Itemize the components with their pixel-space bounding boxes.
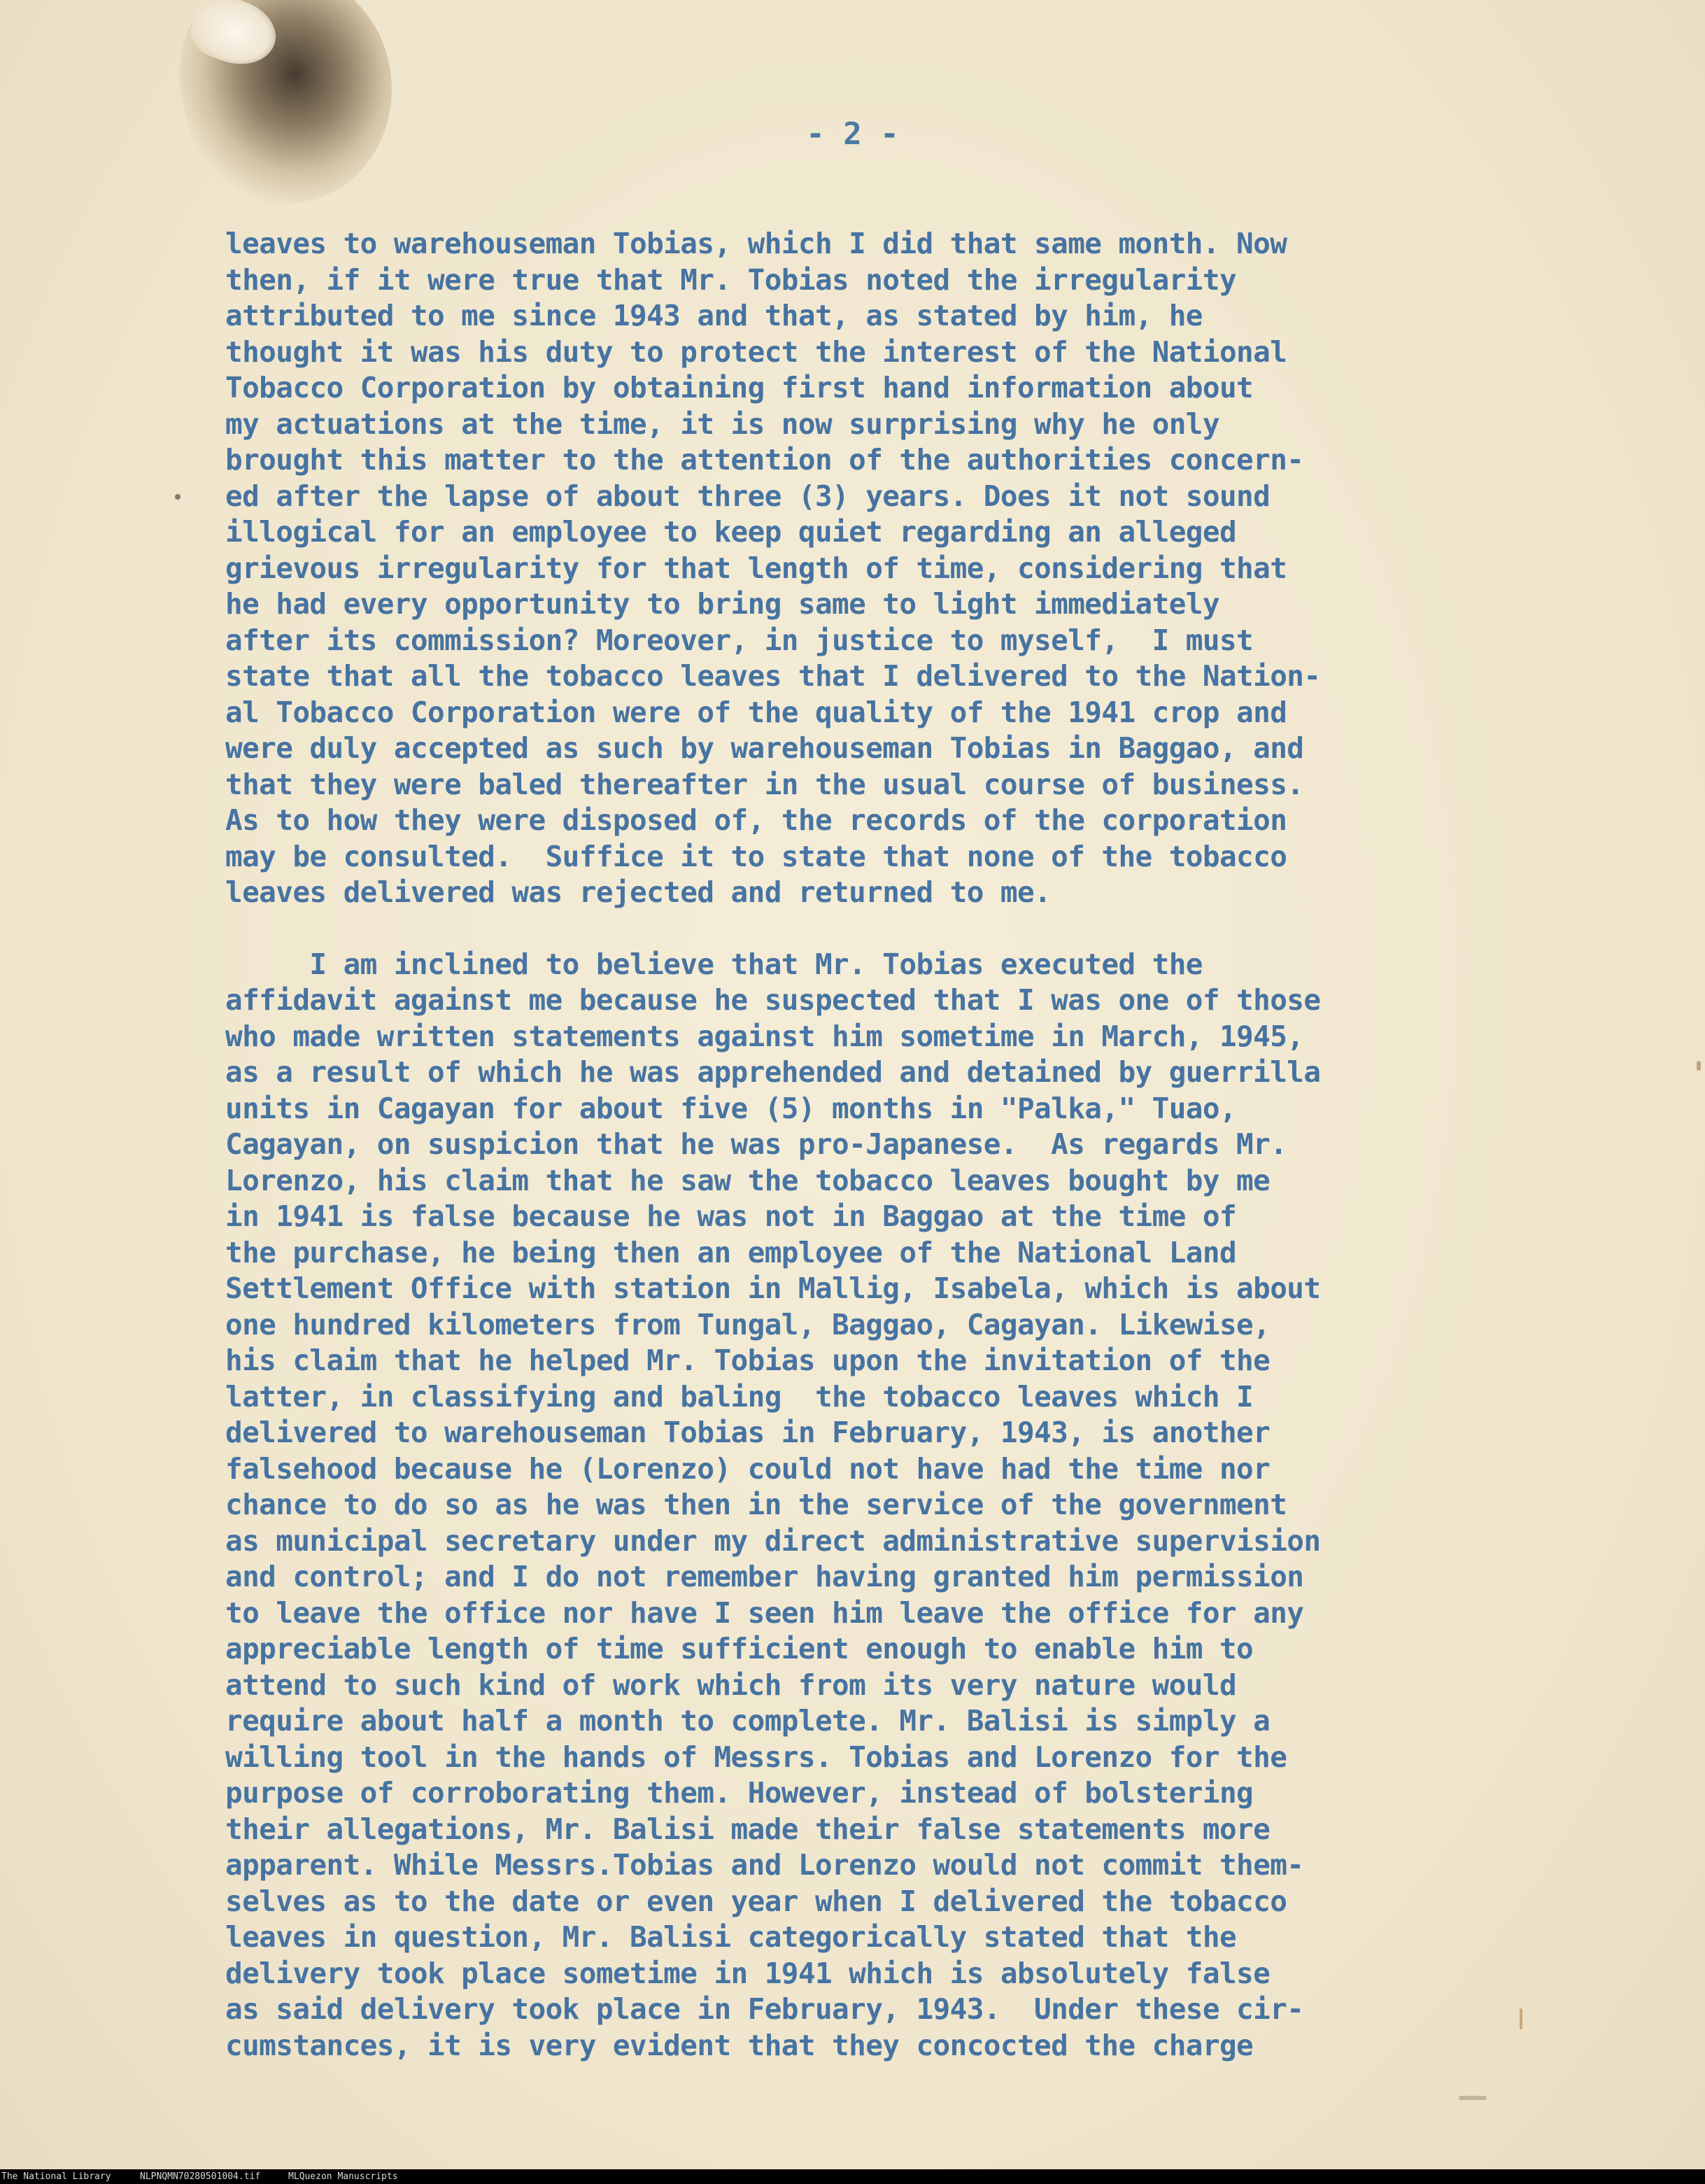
text-line: may be consulted. Suffice it to state that none of the tobacco (225, 839, 1287, 873)
text-line: purpose of corroborating them. However, instead of bolstering (225, 1776, 1254, 1810)
text-line: one hundred kilometers from Tungal, Baggao, Cagayan. Likewise, (225, 1307, 1271, 1341)
ink-speck (1520, 2008, 1522, 2029)
text-line: delivered to warehouseman Tobias in February, 1943, is another (225, 1416, 1271, 1449)
text-line: as municipal secretary under my direct administrative supervision (225, 1523, 1321, 1558)
text-line: Settlement Office with station in Mallig, Isabela, which is about (225, 1271, 1321, 1305)
text-line: were duly accepted as such by warehouseman Tobias in Baggao, and (225, 731, 1304, 765)
text-line: latter, in classifying and baling the tobacco leaves which I (225, 1379, 1254, 1414)
text-line: illogical for an employee to keep quiet regarding an alleged (225, 515, 1237, 549)
page-number: - 2 - (806, 116, 899, 152)
text-line: attributed to me since 1943 and that, as stated by him, he (225, 299, 1203, 332)
archive-footer (0, 2169, 1705, 2184)
text-line: state that all the tobacco leaves that I delivered to the Nation- (225, 659, 1321, 693)
paragraph-2 (225, 947, 1639, 2064)
text-line: leaves to warehouseman Tobias, which I did that same month. Now (225, 227, 1287, 260)
text-line: Tobacco Corporation by obtaining first hand information about (225, 371, 1254, 404)
text-line: units in Cagayan for about five (5) months in "Palka," Tuao, (225, 1091, 1237, 1125)
text-line: apparent. While Messrs.Tobias and Lorenzo would not commit them- (225, 1848, 1304, 1882)
text-line: their allegations, Mr. Balisi made their false statements more (225, 1812, 1271, 1846)
text-line: appreciable length of time sufficient enough to enable him to (225, 1632, 1254, 1665)
text-line: al Tobacco Corporation were of the quality of the 1941 crop and (225, 695, 1287, 729)
text-line: thought it was his duty to protect the interest of the National (225, 334, 1287, 369)
text-line: I am inclined to believe that Mr. Tobias executed the (225, 947, 1203, 981)
text-line: and control; and I do not remember having granted him permission (225, 1560, 1304, 1593)
text-line: falsehood because he (Lorenzo) could not have had the time nor (225, 1451, 1271, 1486)
text-line: his claim that he helped Mr. Tobias upon the invitation of the (225, 1344, 1271, 1377)
text-line: brought this matter to the attention of the authorities concern- (225, 443, 1304, 477)
text-line: the purchase, he being then an employee of the National Land (225, 1235, 1237, 1269)
text-line: delivery took place sometime in 1941 which is absolutely false (225, 1956, 1271, 1990)
text-line: who made written statements against him sometime in March, 1945, (225, 1019, 1304, 1053)
letter-body (225, 226, 1639, 2064)
paragraph-1 (225, 226, 1639, 911)
text-line: grievous irregularity for that length of time, considering that (225, 551, 1287, 585)
text-line: my actuations at the time, it is now surprising why he only (225, 407, 1219, 441)
text-line: that they were baled thereafter in the usual course of business. (225, 767, 1304, 801)
text-line: attend to such kind of work which from its very nature would (225, 1668, 1237, 1702)
text-line: leaves delivered was rejected and returned to me. (225, 875, 1052, 909)
ink-speck (1697, 1061, 1701, 1071)
footer-file: NLPNQMN70280501004.tif (140, 2171, 261, 2182)
text-line: to leave the office nor have I seen him leave the office for any (225, 1595, 1304, 1630)
ink-speck (175, 494, 181, 500)
text-line: As to how they were disposed of, the records of the corporation (225, 803, 1287, 837)
text-line: as said delivery took place in February, 1943. Under these cir- (225, 1992, 1304, 2026)
text-line: Cagayan, on suspicion that he was pro-Japanese. As regards Mr. (225, 1127, 1287, 1161)
text-line: then, if it were true that Mr. Tobias noted the irregularity (225, 262, 1237, 297)
text-line: ed after the lapse of about three (3) years. Does it not sound (225, 479, 1271, 513)
text-line: after its commission? Moreover, in justice to myself, I must (225, 623, 1254, 657)
text-line: willing tool in the hands of Messrs. Tobias and Lorenzo for the (225, 1740, 1287, 1774)
text-line: as a result of which he was apprehended and detained by guerrilla (225, 1055, 1321, 1089)
ink-speck (1459, 2096, 1487, 2100)
text-line: require about half a month to complete. Mr. Balisi is simply a (225, 1704, 1271, 1738)
text-line: selves as to the date or even year when I delivered the tobacco (225, 1884, 1287, 1918)
text-line: cumstances, it is very evident that they concocted the charge (225, 2028, 1254, 2062)
text-line: leaves in question, Mr. Balisi categorically stated that the (225, 1920, 1237, 1954)
text-line: he had every opportunity to bring same to light immediately (225, 587, 1219, 621)
footer-collection: MLQuezon Manuscripts (288, 2171, 398, 2182)
footer-library: The National Library (1, 2171, 111, 2182)
text-line: chance to do so as he was then in the service of the government (225, 1488, 1287, 1521)
text-line: Lorenzo, his claim that he saw the tobacco leaves bought by me (225, 1163, 1271, 1197)
text-line: affidavit against me because he suspected that I was one of those (225, 983, 1321, 1017)
text-line: in 1941 is false because he was not in Baggao at the time of (225, 1199, 1237, 1233)
